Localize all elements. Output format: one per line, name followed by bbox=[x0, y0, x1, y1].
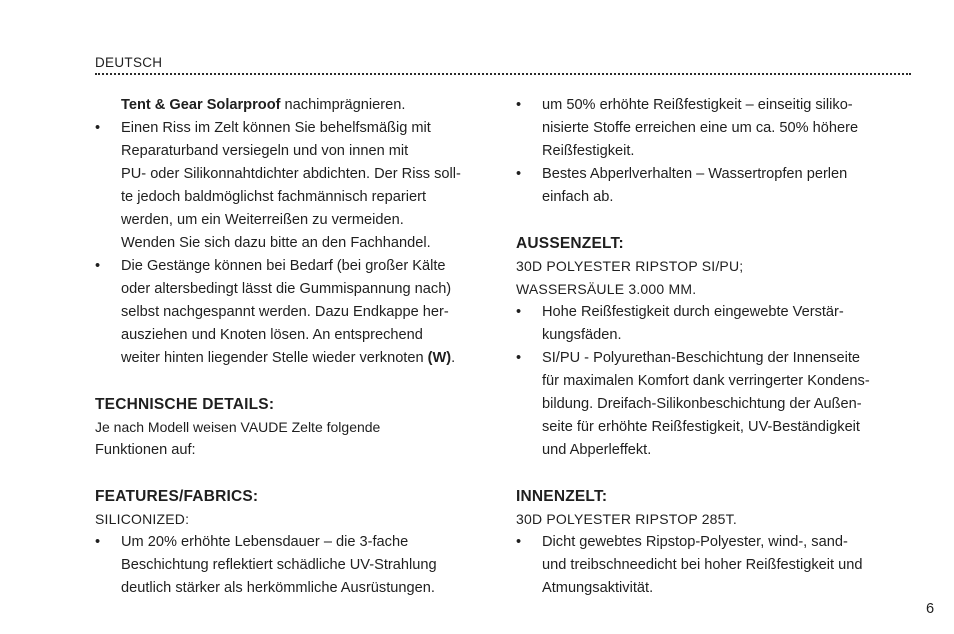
text-line: selbst nachgespannt werden. Dazu Endkappe her- bbox=[121, 304, 449, 320]
text-line: Die Gestänge können bei Bedarf (bei großer Kälte bbox=[121, 258, 446, 274]
text-line: und Abperleffekt. bbox=[542, 442, 652, 458]
text-line: für maximalen Komfort dank verringerter Kondens- bbox=[542, 373, 870, 389]
section-heading-tech: TECHNISCHE DETAILS: bbox=[95, 396, 275, 413]
intro-rest: nachimprägnieren. bbox=[280, 97, 406, 113]
product-name: Tent & Gear Solarproof bbox=[121, 97, 281, 113]
section-heading-features: FEATURES/FABRICS: bbox=[95, 488, 259, 505]
bullet-icon: • bbox=[95, 534, 101, 550]
tech-subline: Je nach Modell weisen VAUDE Zelte folgende bbox=[95, 419, 381, 435]
text-fragment: . bbox=[451, 350, 456, 366]
bullet-icon: • bbox=[516, 97, 522, 113]
right-column bbox=[516, 94, 916, 600]
text-fragment: weiter hinten liegender Stelle wieder verknoten bbox=[121, 350, 428, 366]
text-line: Hohe Reißfestigkeit durch eingewebte Verstär- bbox=[542, 304, 844, 320]
text-line: Dicht gewebtes Ripstop-Polyester, wind-, sand- bbox=[542, 534, 848, 550]
bullet-icon: • bbox=[516, 304, 522, 320]
spacer bbox=[95, 462, 500, 485]
text-line: SI/PU - Polyurethan-Beschichtung der Innenseite bbox=[542, 350, 860, 366]
list-item bbox=[516, 347, 916, 462]
text-line: um 50% erhöhte Reißfestigkeit – einseitig siliko- bbox=[542, 97, 853, 113]
list-item bbox=[95, 255, 500, 370]
fabric-spec: 30D POLYESTER RIPSTOP 285T. bbox=[516, 511, 737, 527]
page-number: 6 bbox=[926, 601, 935, 617]
text-line: Um 20% erhöhte Lebensdauer – die 3-fache bbox=[121, 534, 409, 550]
fabric-spec: 30D POLYESTER RIPSTOP SI/PU; bbox=[516, 258, 744, 274]
text-line: Reißfestigkeit. bbox=[542, 143, 635, 159]
left-column bbox=[95, 94, 500, 600]
figure-reference: (W) bbox=[427, 350, 452, 366]
text-line: te jedoch baldmöglichst fachmännisch repariert bbox=[121, 189, 427, 205]
spacer bbox=[95, 370, 500, 393]
bullet-icon: • bbox=[516, 350, 522, 366]
spacer bbox=[516, 462, 916, 485]
text-line: Einen Riss im Zelt können Sie behelfsmäßig mit bbox=[121, 120, 431, 136]
text-line: Beschichtung reflektiert schädliche UV-Strahlung bbox=[121, 557, 437, 573]
list-item bbox=[95, 531, 500, 600]
bullet-icon: • bbox=[95, 258, 101, 274]
text-line: Bestes Abperlverhalten – Wassertropfen perlen bbox=[542, 166, 848, 182]
text-line: ausziehen und Knoten lösen. An entsprechend bbox=[121, 327, 423, 343]
list-item bbox=[516, 301, 916, 347]
text-line bbox=[121, 347, 500, 370]
list-item bbox=[516, 94, 916, 163]
text-line: nisierte Stoffe erreichen eine um ca. 50% höhere bbox=[542, 120, 859, 136]
text-line: werden, um ein Weiterreißen zu vermeiden. bbox=[121, 212, 404, 228]
bullet-icon: • bbox=[516, 534, 522, 550]
tech-subline: Funktionen auf: bbox=[95, 442, 196, 458]
feature-label: SILICONIZED: bbox=[95, 511, 190, 527]
text-line: PU- oder Silikonnahtdichter abdichten. Der Riss soll- bbox=[121, 166, 461, 182]
text-line: seite für erhöhte Reißfestigkeit, UV-Beständigkeit bbox=[542, 419, 860, 435]
text-line: bildung. Dreifach-Silikonbeschichtung der Außen- bbox=[542, 396, 862, 412]
text-line: deutlich stärker als herkömmliche Ausrüstungen. bbox=[121, 580, 435, 596]
language-label: DEUTSCH bbox=[95, 55, 163, 70]
list-item bbox=[516, 531, 916, 600]
text-line: oder altersbedingt lässt die Gummispannung nach) bbox=[121, 281, 452, 297]
list-item bbox=[516, 163, 916, 209]
fabric-spec: WASSERSÄULE 3.000 MM. bbox=[516, 281, 697, 297]
dotted-divider bbox=[95, 73, 911, 75]
text-line: kungsfäden. bbox=[542, 327, 622, 343]
section-heading-aussenzelt: AUSSENZELT: bbox=[516, 235, 624, 252]
section-heading-innenzelt: INNENZELT: bbox=[516, 488, 608, 505]
spacer bbox=[516, 209, 916, 232]
text-line: Atmungsaktivität. bbox=[542, 580, 654, 596]
text-line: und treibschneedicht bei hoher Reißfestigkeit und bbox=[542, 557, 863, 573]
intro-line bbox=[95, 94, 500, 117]
text-line: Wenden Sie sich dazu bitte an den Fachhandel. bbox=[121, 235, 431, 251]
list-item bbox=[95, 117, 500, 255]
text-line: Reparaturband versiegeln und von innen mit bbox=[121, 143, 409, 159]
bullet-icon: • bbox=[95, 120, 101, 136]
bullet-icon: • bbox=[516, 166, 522, 182]
text-line: einfach ab. bbox=[542, 189, 614, 205]
